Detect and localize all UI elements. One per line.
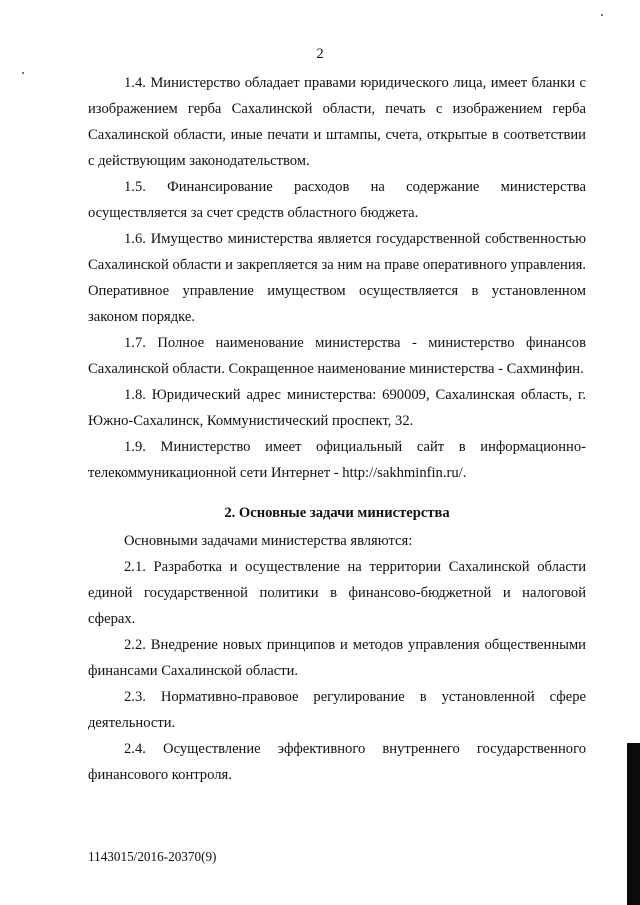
paragraph-1-7: 1.7. Полное наименование министерства - министерство финансов Сахалинской области. Сокращенное наименование министерства - Сахминфин. — [88, 335, 586, 377]
document-body — [88, 70, 586, 788]
paragraph-1-4: 1.4. Министерство обладает правами юридического лица, имеет бланки с изображением герба Сахалинской области, печать с изображением герба Сахалинской области, иные печати и штампы, счета, открытые в соответствии с действующим законодательством. — [88, 75, 586, 169]
document-code: 1143015/2016-20370(9) — [88, 849, 217, 864]
paragraph-1-8: 1.8. Юридический адрес министерства: 690009, Сахалинская область, г. Южно-Сахалинск, Коммунистический проспект, 32. — [88, 387, 586, 429]
paragraph-1-5: 1.5. Финансирование расходов на содержание министерства осуществляется за счет средств областного бюджета. — [88, 179, 586, 221]
scan-speck — [22, 72, 24, 74]
paragraph-1-9: 1.9. Министерство имеет официальный сайт в информационно-телекоммуникационной сети Интернет - http://sakhminfin.ru/. — [88, 439, 586, 481]
section-2-heading: 2. Основные задачи министерства — [224, 505, 450, 521]
paragraph-2-4: 2.4. Осуществление эффективного внутреннего государственного финансового контроля. — [88, 741, 586, 783]
paragraph-2-1: 2.1. Разработка и осуществление на территории Сахалинской области единой государственной политики в финансово-бюджетной и налоговой сферах. — [88, 559, 586, 627]
paragraph-2-2: 2.2. Внедрение новых принципов и методов управления общественными финансами Сахалинской области. — [88, 637, 586, 679]
section-2-intro: Основными задачами министерства являются: — [124, 533, 413, 549]
page-number: 2 — [316, 46, 324, 62]
scan-speck — [601, 14, 603, 16]
scan-edge-shadow — [627, 743, 640, 905]
paragraph-2-3: 2.3. Нормативно-правовое регулирование в установленной сфере деятельности. — [88, 689, 586, 731]
paragraph-1-6: 1.6. Имущество министерства является государственной собственностью Сахалинской области и закрепляется за ним на праве оперативного управления. Оперативное управление имуществом осуществляется в установленном законом порядке. — [88, 231, 586, 325]
